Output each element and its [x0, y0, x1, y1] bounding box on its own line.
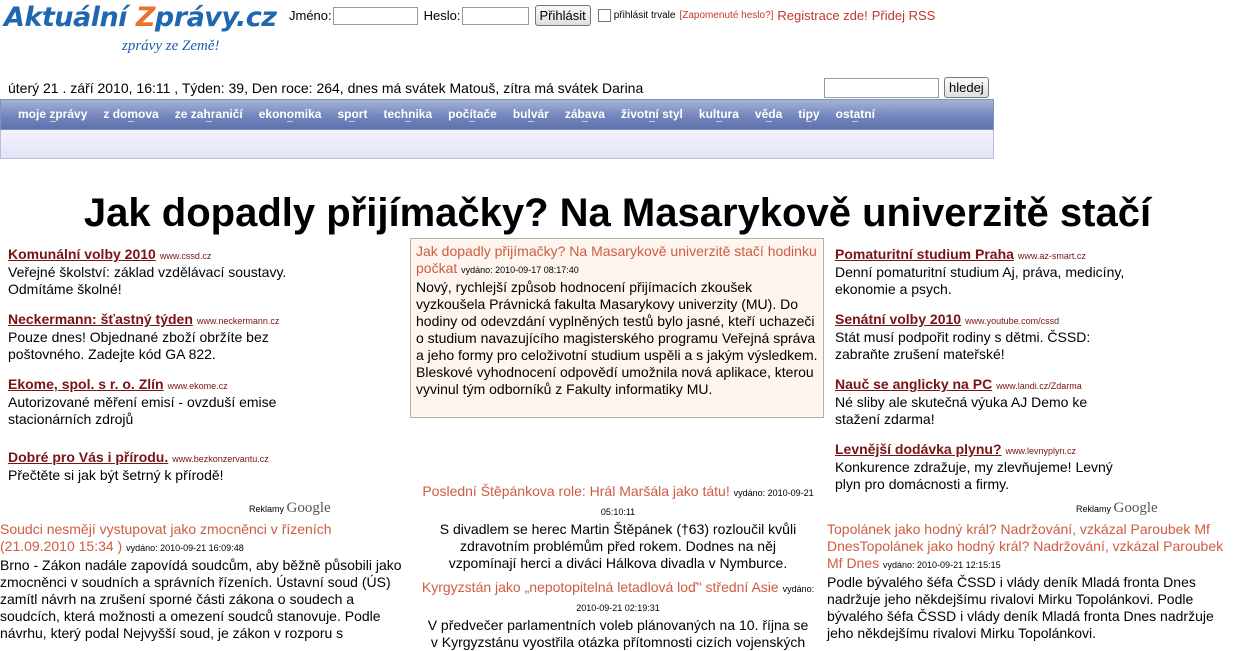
username-input[interactable] [333, 7, 418, 25]
article-text: V předvečer parlamentních voleb plánovaných na 10. října se v Kyrgyzstánu vyostřila otázka přítomnosti cizích vojenských [427, 617, 809, 650]
featured-article-date: vydáno: 2010-09-17 08:17:40 [461, 265, 579, 275]
article-text: Brno - Zákon nadále zapovídá soudcům, aby běžně působili jako zmocněnci v soudních a správních řízeních. Ústavní soud (ÚS) zamítl návrh na zrušení sporné části zákona o soudech a soudcích, která možnosti a omezení soudců stanovuje. Podle návrhu, který podal Nejvyšší soud, je zákon v rozporu s [0, 557, 402, 641]
nav-item-ze-zahranici[interactable]: ze zahraničí [167, 100, 251, 130]
ads-by-google-label[interactable]: Reklamy Google [249, 500, 331, 516]
article-date: vydáno: 2010-09-21 16:09:48 [126, 543, 244, 553]
featured-article-title[interactable]: Jak dopadly přijímačky? Na Masarykově univerzitě stačí hodinku počkat [416, 243, 817, 276]
password-input[interactable] [462, 7, 529, 25]
ad-block[interactable] [835, 246, 1235, 298]
search-form [824, 77, 989, 98]
main-nav [0, 99, 994, 130]
featured-article [410, 238, 824, 418]
nav-item-bulvar[interactable]: bulvár [505, 100, 557, 130]
ad-title[interactable]: Senátní volby 2010 [835, 311, 962, 327]
ad-domain: www.ekome.cz [167, 381, 228, 391]
ad-block[interactable] [835, 311, 1235, 363]
nav-item-ostatni[interactable]: ostatní [828, 100, 883, 130]
article-title[interactable]: Soudci nesmějí vystupovat jako zmocněnci v řízeních (21.09.2010 15:34 ) [0, 521, 332, 554]
remember-checkbox[interactable] [598, 9, 611, 22]
ad-title[interactable]: Ekome, spol. s r. o. Zlín [8, 376, 164, 392]
ad-text: Stát musí podpořit rodiny s dětmi. ČSSD: zabraňte zrušení mateřské! [835, 329, 1091, 362]
article-text: Podle bývalého šéfa ČSSD i vlády deník Mladá fronta Dnes nadržuje jeho někdejšímu rivalovi Mirku Topolánkovi. Podle bývalého šéfa ČSSD i vlády deník Mladá fronta Dnes nadržuje jeho někdejšímu rivalovi Mirku Topolánkovi. [827, 574, 1214, 641]
ad-title[interactable]: Levnější dodávka plynu? [835, 441, 1002, 457]
ad-title[interactable]: Neckermann: šťastný týden [8, 311, 193, 327]
username-label: Jméno: [289, 8, 332, 23]
news-article [827, 521, 1232, 642]
ad-domain: www.bezkonzervantu.cz [172, 454, 269, 464]
news-article [410, 483, 826, 572]
login-button[interactable]: Přihlásit [535, 5, 591, 26]
ad-block[interactable] [8, 376, 408, 428]
ad-block[interactable] [835, 376, 1235, 428]
ad-domain: www.az-smart.cz [1017, 251, 1086, 261]
search-button[interactable]: hledej [944, 77, 989, 98]
ad-title[interactable]: Komunální volby 2010 [8, 246, 156, 262]
google-logo: Google [286, 500, 331, 516]
password-label: Heslo: [423, 8, 461, 23]
article-title[interactable]: Poslední Štěpánkova role: Hrál Maršála jako tátu! [422, 483, 730, 499]
ad-block[interactable] [8, 449, 408, 484]
ad-title[interactable]: Dobré pro Vás i přírodu. [8, 449, 169, 465]
ads-by-google-label[interactable]: Reklamy Google [1076, 500, 1158, 516]
ad-block[interactable] [8, 311, 408, 363]
site-logo[interactable] [4, 2, 276, 33]
article-date: vydáno: 2010-09-21 12:15:15 [883, 560, 1001, 570]
search-input[interactable] [824, 78, 939, 98]
register-link[interactable]: Registrace zde! [777, 8, 868, 23]
featured-article-text: Nový, rychlejší způsob hodnocení přijímacích zkoušek vyzkoušela Právnická fakulta Masarykovy univerzity (MU). Do hodiny od odevzdání vyplněných testů bylo jasné, kteří uchazeči o studium navazujícího magisterského programu Veřejná správa a jeho formy pro celoživotní studium uspěli a s jakým výsledkem. Bleskové vyhodnocení odpovědí umožnila nová aplikace, kterou vyvinul tým odborníků z Fakulty informatiky MU. [416, 279, 818, 397]
ad-domain: www.levnyplyn.cz [1005, 446, 1077, 456]
ad-domain: www.youtube.com/cssd [965, 316, 1060, 326]
ad-text: Konkurence zdražuje, my zlevňujeme! Levný plyn pro domácnosti a firmy. [835, 459, 1113, 492]
logo-text-3: právy.cz [154, 2, 277, 33]
logo-text-2: Z [135, 2, 155, 33]
login-form [289, 5, 935, 26]
nav-item-zivotni-styl[interactable]: životní styl [613, 100, 691, 130]
rss-link[interactable]: Přidej RSS [871, 8, 936, 23]
nav-item-kultura[interactable]: kultura [691, 100, 747, 130]
ad-text: Pouze dnes! Objednané zboží obržíte bez poštovného. Zadejte kód GA 822. [8, 329, 269, 362]
ad-text: Přečtěte si jak být šetrný k přírodě! [8, 467, 224, 483]
article-text: S divadlem se herec Martin Štěpánek (†63) rozloučil kvůli zdravotním problémům před rokem. Dodnes na něj vzpomínají herci a diváci Hálkova divadla v Nymburce. [439, 521, 797, 571]
ad-block[interactable] [8, 246, 408, 298]
ad-title[interactable]: Pomaturitní studium Praha [835, 246, 1014, 262]
ad-domain: www.cssd.cz [159, 251, 212, 261]
article-date: vydáno: 2010-09-21 05:10:11 [600, 488, 814, 517]
sub-nav-bar [0, 130, 994, 159]
ad-domain: www.landi.cz/Zdarma [996, 381, 1082, 391]
nav-item-technika[interactable]: technika [375, 100, 440, 130]
google-logo: Google [1113, 500, 1158, 516]
article-date: vydáno: 2010-09-21 02:19:31 [576, 584, 815, 613]
nav-item-veda[interactable]: věda [747, 100, 790, 130]
nav-item-ekonomika[interactable]: ekonomika [251, 100, 330, 130]
forgot-password-link[interactable]: [Zapomenuté heslo?] [679, 10, 774, 21]
nav-item-moje-zpravy[interactable]: moje zprávy [10, 100, 95, 130]
nav-item-sport[interactable]: sport [329, 100, 375, 130]
ad-text: Autorizované měření emisí - ovzduší emise stacionárních zdrojů [8, 394, 277, 427]
page-headline: Jak dopadly přijímačky? Na Masarykově univerzitě stačí [83, 191, 1152, 235]
ad-text: Denní pomaturitní studium Aj, práva, medicíny, ekonomie a psych. [835, 264, 1125, 297]
nav-item-z-domova[interactable]: z domova [95, 100, 166, 130]
ad-domain: www.neckermann.cz [196, 316, 280, 326]
ad-title[interactable]: Nauč se anglicky na PC [835, 376, 993, 392]
ad-text: Veřejné školství: základ vzdělávací soustavy. Odmítáme školné! [8, 264, 287, 297]
article-title[interactable]: Kyrgyzstán jako „nepotopitelná letadlová loď" střední Asie [421, 579, 779, 595]
ad-text: Né sliby ale skutečná výuka AJ Demo ke stažení zdarma! [835, 394, 1088, 427]
remember-label: přihlásit trvale [613, 10, 676, 21]
news-article [0, 521, 405, 642]
logo-text-1: Aktuální [4, 2, 127, 33]
ad-block[interactable] [835, 441, 1235, 493]
article-title[interactable]: Topolánek jako hodný král? Nadržování, vzkázal Paroubek Mf DnesTopolánek jako hodný král? Nadržování, vzkázal Paroubek Mf Dnes [827, 521, 1224, 571]
nav-item-zabava[interactable]: zábava [557, 100, 613, 130]
nav-item-tipy[interactable]: tipy [790, 100, 827, 130]
logo-slogan: zprávy ze Země! [122, 38, 220, 54]
nav-item-pocitace[interactable]: počítače [440, 100, 505, 130]
date-info: úterý 21 . září 2010, 16:11 , Týden: 39, Den roce: 264, dnes má svátek Matouš, zítra má svátek Darina [8, 80, 644, 96]
news-article [410, 579, 826, 651]
